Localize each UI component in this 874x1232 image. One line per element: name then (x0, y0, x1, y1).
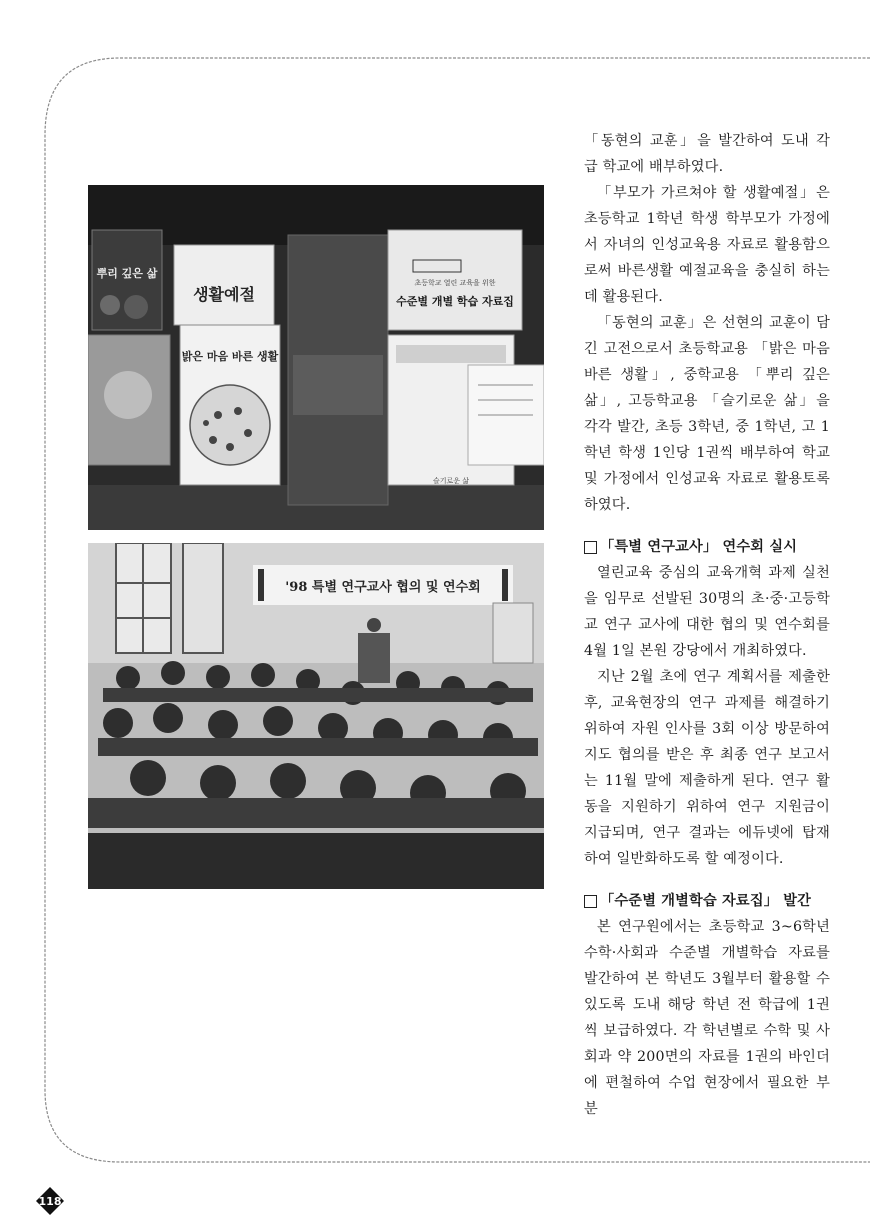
section-heading-1 (584, 534, 830, 560)
paragraph-2: 「부모가 가르쳐야 할 생활예절」은 초등학교 1학년 학생 학부모가 가정에서 자녀의 인성교육용 자료로 활용함으로써 바른생활 예절교육을 충실히 하는 데 활용된다. (584, 185, 830, 305)
checkbox-square-icon (584, 895, 597, 908)
paragraph-4: 열린교육 중심의 교육개혁 과제 실천을 임무로 선발된 30명의 초·중·고등학교 연구 교사에 대한 협의 및 연수회를 4월 1일 본원 강당에서 개최하였다. (584, 565, 830, 659)
book-title-1: 뿌리 깊은 삶 (96, 267, 158, 280)
section-heading-2-text: 「수준별 개별학습 자료집」 발간 (600, 893, 812, 909)
section-heading-2 (584, 888, 830, 914)
article-column (584, 128, 830, 1122)
book-title-2: 생활예절 (193, 285, 255, 304)
book-title-4: 수준별 개별 학습 자료집 (396, 295, 514, 308)
page-number: 118 (38, 1194, 62, 1208)
page-number-badge (35, 1186, 65, 1216)
paragraph-3: 「동현의 교훈」은 선현의 교훈이 담긴 고전으로서 초등학교용 「밝은 마음 바른 생활」, 중학교용 「뿌리 깊은 삶」, 고등학교용 「슬기로운 삶」을 각각 발간, 초등 3학년, 중 1학년, 고 1학년 학생 1인당 1권씩 배부하여 학교 및 가정에서 인성교육 자료로 활용토록 하였다. (584, 315, 830, 513)
book-subtitle-4: 초등학교 열린 교육을 위한 (414, 279, 496, 287)
book-title-3: 밝은 마음 바른 생활 (181, 350, 279, 363)
paragraph-1: 「동현의 교훈」을 발간하여 도내 각 급 학교에 배부하였다. (584, 133, 830, 175)
book-title-5: 슬기로운 삶 (432, 477, 470, 485)
paragraph-6: 본 연구원에서는 초등학교 3~6학년 수학·사회과 수준별 개별학습 자료를 발간하여 본 학년도 3월부터 활용할 수 있도록 도내 해당 학년 전 학급에 1권씩 보급하였다. 각 학년별로 수학 및 사회과 약 200면의 자료를 1권의 바인더에 편철하여 수업 현장에서 필요한 부분 (584, 919, 830, 1117)
section-heading-1-text: 「특별 연구교사」 연수회 실시 (600, 539, 798, 555)
paragraph-5: 지난 2월 초에 연구 계획서를 제출한 후, 교육현장의 연구 과제를 해결하기 위하여 자원 인사를 3회 이상 방문하여 지도 협의를 받은 후 최종 연구 보고서는 11월 말에 제출하게 된다. 연구 활동을 지원하기 위하여 연구 지원금이 지급되며, 연구 결과는 에듀넷에 탑재하여 일반화하도록 할 예정이다. (584, 669, 830, 867)
checkbox-square-icon (584, 541, 597, 554)
conference-photo (88, 543, 544, 889)
banner-text: '98 특별 연구교사 협의 및 연수회 (285, 580, 481, 595)
books-photo (88, 185, 544, 530)
